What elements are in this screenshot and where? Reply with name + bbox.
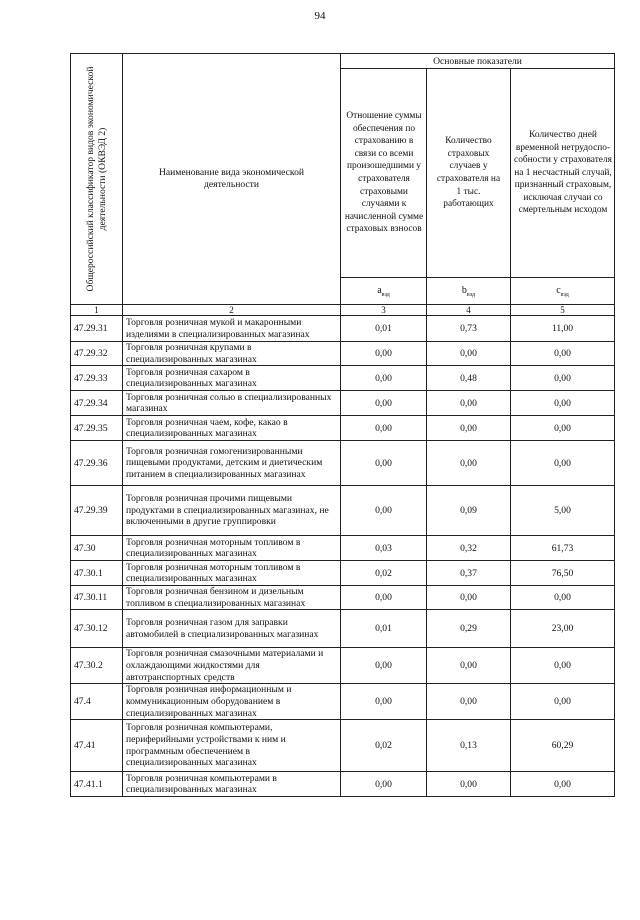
activity-name: Торговля розничная солью в специализированных магазинах xyxy=(123,391,341,416)
table-row xyxy=(71,561,615,586)
value-c: 0,00 xyxy=(511,684,615,720)
symbol-b: $b_{вэд}$ xyxy=(427,278,511,305)
symbol-c: $c_{вэд}$ xyxy=(511,278,615,305)
activity-name: Торговля розничная бензином и дизельным топливом в специализированных магазинах xyxy=(123,586,341,610)
okved-code: 47.4 xyxy=(71,684,123,720)
activity-name: Торговля розничная прочими пищевыми продуктами в специализированных магазинах, не включенными в другие группировки xyxy=(123,486,341,536)
value-a: 0,00 xyxy=(341,648,427,684)
value-c: 0,00 xyxy=(511,648,615,684)
value-b: 0,73 xyxy=(427,316,511,342)
okved-code: 47.29.33 xyxy=(71,366,123,391)
column-number: 1 xyxy=(71,305,123,316)
table-row xyxy=(71,648,615,684)
table-row xyxy=(71,720,615,772)
activity-name: Торговля розничная мукой и макаронными изделиями в специализированных магазинах xyxy=(123,316,341,342)
value-b: 0,00 xyxy=(427,684,511,720)
value-b: 0,00 xyxy=(427,441,511,486)
value-b: 0,00 xyxy=(427,391,511,416)
activity-name: Торговля розничная сахаром в специализированных магазинах xyxy=(123,366,341,391)
value-c: 11,00 xyxy=(511,316,615,342)
value-a: 0,00 xyxy=(341,772,427,797)
activity-name: Торговля розничная гомогенизированными пищевыми продуктами, детским и диетическим питанием в специализированных магазинах xyxy=(123,441,341,486)
table-row xyxy=(71,536,615,561)
value-c: 0,00 xyxy=(511,416,615,441)
okved-code: 47.29.36 xyxy=(71,441,123,486)
table-row xyxy=(71,316,615,342)
value-c: 23,00 xyxy=(511,610,615,648)
value-b: 0,00 xyxy=(427,772,511,797)
table-row xyxy=(71,610,615,648)
table-row xyxy=(71,486,615,536)
value-b: 0,00 xyxy=(427,342,511,366)
activity-name: Торговля розничная компьютерами в специализированных магазинах xyxy=(123,772,341,797)
header-activity-name: Наименование вида экономической деятельности xyxy=(123,54,341,305)
header-okved xyxy=(71,54,123,305)
table-row xyxy=(71,416,615,441)
table-row xyxy=(71,772,615,797)
activity-name: Торговля розничная компьютерами, периферийными устройствами к ним и программным обеспечением в специализированных магазинах xyxy=(123,720,341,772)
activity-name: Торговля розничная информационным и коммуникационным оборудованием в специализированных магазинах xyxy=(123,684,341,720)
value-c: 61,73 xyxy=(511,536,615,561)
value-a: 0,00 xyxy=(341,391,427,416)
value-c: 0,00 xyxy=(511,441,615,486)
okved-code: 47.29.31 xyxy=(71,316,123,342)
value-a: 0,01 xyxy=(341,316,427,342)
header-okved-label: Общероссийский классификатор видов экономической деятельности (ОКВЭД 2) xyxy=(84,66,108,292)
activity-name: Торговля розничная смазочными материалами и охлаждающими жидкостями для автотранспортных средств xyxy=(123,648,341,684)
value-b: 0,48 xyxy=(427,366,511,391)
column-numbers-row xyxy=(71,305,615,316)
value-c: 60,29 xyxy=(511,720,615,772)
value-a: 0,00 xyxy=(341,416,427,441)
value-c: 0,00 xyxy=(511,391,615,416)
okved-code: 47.29.34 xyxy=(71,391,123,416)
table-row xyxy=(71,441,615,486)
value-b: 0,00 xyxy=(427,648,511,684)
activity-name: Торговля розничная моторным топливом в специализированных магазинах xyxy=(123,561,341,586)
okved-code: 47.29.32 xyxy=(71,342,123,366)
table-row xyxy=(71,391,615,416)
value-b: 0,37 xyxy=(427,561,511,586)
header-cases: Количество страховых случаев у страхователя на 1 тыс. работающих xyxy=(427,69,511,278)
okved-code: 47.29.35 xyxy=(71,416,123,441)
table-row xyxy=(71,366,615,391)
okved-code: 47.41 xyxy=(71,720,123,772)
page-number: 94 xyxy=(314,10,326,22)
column-number: 2 xyxy=(123,305,341,316)
value-b: 0,09 xyxy=(427,486,511,536)
indicators-table xyxy=(70,53,615,797)
value-b: 0,13 xyxy=(427,720,511,772)
value-b: 0,32 xyxy=(427,536,511,561)
column-number: 5 xyxy=(511,305,615,316)
activity-name: Торговля розничная крупами в специализированных магазинах xyxy=(123,342,341,366)
value-c: 0,00 xyxy=(511,772,615,797)
symbol-a: $a_{вэд}$ xyxy=(341,278,427,305)
value-c: 5,00 xyxy=(511,486,615,536)
activity-name: Торговля розничная чаем, кофе, какао в специализированных магазинах xyxy=(123,416,341,441)
value-a: 0,00 xyxy=(341,342,427,366)
okved-code: 47.30.12 xyxy=(71,610,123,648)
column-number: 3 xyxy=(341,305,427,316)
table-body xyxy=(71,316,615,797)
value-c: 0,00 xyxy=(511,366,615,391)
activity-name: Торговля розничная газом для заправки автомобилей в специализированных магазинах xyxy=(123,610,341,648)
value-a: 0,02 xyxy=(341,561,427,586)
okved-code: 47.30 xyxy=(71,536,123,561)
okved-code: 47.30.2 xyxy=(71,648,123,684)
value-a: 0,00 xyxy=(341,366,427,391)
header-main-indicators: Основные показатели xyxy=(341,54,615,69)
value-b: 0,00 xyxy=(427,586,511,610)
value-a: 0,00 xyxy=(341,586,427,610)
value-c: 0,00 xyxy=(511,586,615,610)
header-days: Количество дней временной нетрудоспо-собности у страхователя на 1 несчастный случай, признанный страховым, исключая случаи со смертельным исходом xyxy=(511,69,615,278)
column-number: 4 xyxy=(427,305,511,316)
okved-code: 47.30.1 xyxy=(71,561,123,586)
table-row xyxy=(71,684,615,720)
okved-code: 47.41.1 xyxy=(71,772,123,797)
value-a: 0,00 xyxy=(341,684,427,720)
okved-code: 47.29.39 xyxy=(71,486,123,536)
table-row xyxy=(71,586,615,610)
value-b: 0,29 xyxy=(427,610,511,648)
value-a: 0,01 xyxy=(341,610,427,648)
value-c: 76,50 xyxy=(511,561,615,586)
table-row xyxy=(71,342,615,366)
value-a: 0,00 xyxy=(341,486,427,536)
okved-code: 47.30.11 xyxy=(71,586,123,610)
value-a: 0,02 xyxy=(341,720,427,772)
value-c: 0,00 xyxy=(511,342,615,366)
value-a: 0,00 xyxy=(341,441,427,486)
header-ratio: Отношение суммы обеспечения по страхованию в связи со всеми произошедшими у страхователя страховыми случаями к начисленной сумме страховых взносов xyxy=(341,69,427,278)
activity-name: Торговля розничная моторным топливом в специализированных магазинах xyxy=(123,536,341,561)
value-b: 0,00 xyxy=(427,416,511,441)
value-a: 0,03 xyxy=(341,536,427,561)
